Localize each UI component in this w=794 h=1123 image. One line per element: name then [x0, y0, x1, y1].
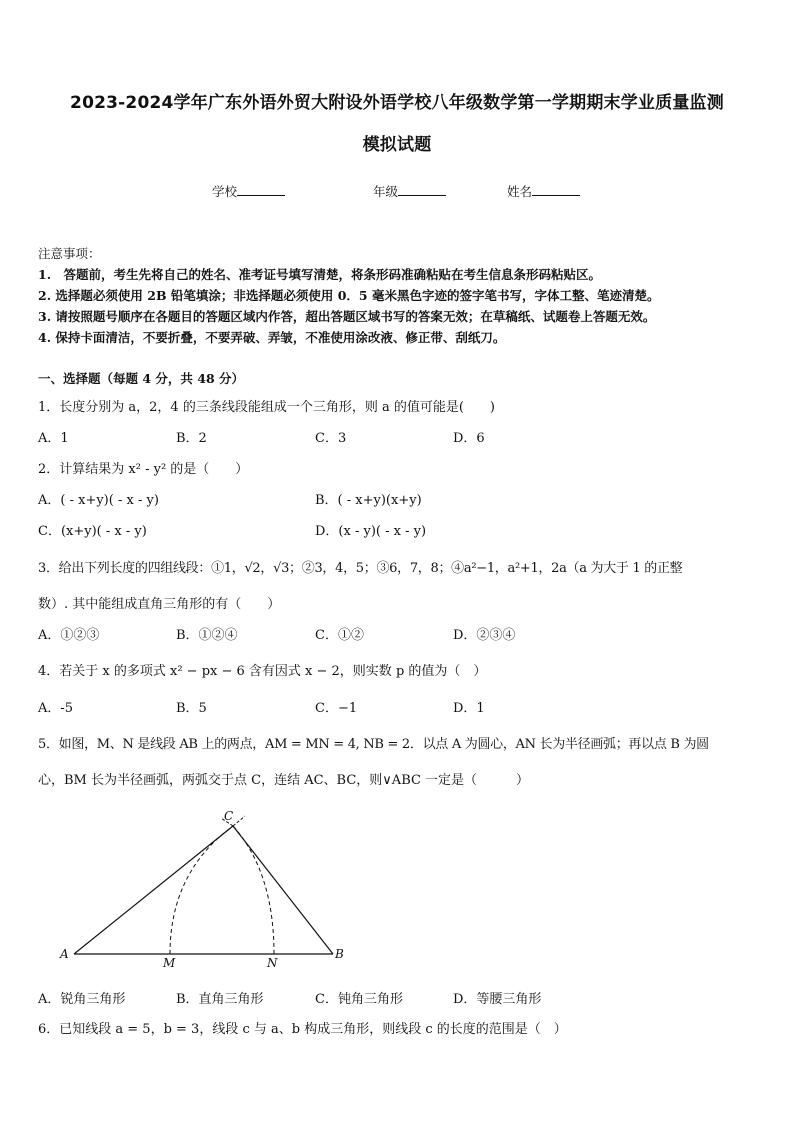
q3-option-d[interactable]: D．②③④ — [453, 628, 516, 643]
q3-option-a[interactable]: A．①②③ — [38, 628, 100, 643]
page-title-line2: 模拟试题 — [362, 135, 432, 155]
question-4-stem: 4．若关于 x 的多项式 x² − px − 6 含有因式 x − 2，则实数 p 的值为（ ） — [38, 664, 487, 679]
q5-option-b[interactable]: B．直角三角形 — [176, 992, 264, 1007]
notice-item-4: 4. 保持卡面清洁，不要折叠，不要弄破、弄皱，不准使用涂改液、修正带、刮纸刀。 — [38, 330, 506, 345]
q4-option-b[interactable]: B．5 — [176, 701, 207, 716]
question-3-stem-line2: 数）. 其中能组成直角三角形的有（ ） — [38, 597, 281, 612]
label-b: B — [335, 947, 344, 961]
arc-from-b — [233, 826, 274, 954]
q5-option-a[interactable]: A．锐角三角形 — [38, 992, 126, 1007]
question-3-stem-line1: 3．给出下列长度的四组线段：①1，√2，√3；②3，4，5；③6，7，8；④a²−1，a²+1，2a（a 为大于 1 的正整 — [38, 561, 683, 576]
q1-option-a[interactable]: A．1 — [38, 431, 69, 446]
q3-option-c[interactable]: C．①② — [315, 628, 364, 643]
triangle-figure — [55, 802, 355, 972]
q5-option-c[interactable]: C．钝角三角形 — [315, 992, 403, 1007]
notice-heading: 注意事项： — [38, 246, 101, 261]
question-1-stem: 1．长度分别为 a，2，4 的三条线段能组成一个三角形，则 a 的值可能是( ) — [38, 400, 495, 415]
notice-item-1: 1. 答题前，考生先将自己的姓名、准考证号填写清楚，将条形码准确粘贴在考生信息条形码粘贴区。 — [38, 267, 602, 282]
label-a: A — [60, 947, 69, 961]
q1-option-c[interactable]: C．3 — [315, 431, 347, 446]
question-6-stem: 6．已知线段 a = 5，b = 3，线段 c 与 a、b 构成三角形，则线段 c 的长度的范围是（ ） — [38, 1022, 567, 1037]
school-blank — [237, 185, 285, 196]
q2-option-d[interactable]: D．(x - y)( - x - y) — [315, 524, 427, 539]
q5-option-d[interactable]: D．等腰三角形 — [453, 992, 542, 1007]
q1-option-b[interactable]: B．2 — [176, 431, 207, 446]
label-n: N — [267, 956, 278, 970]
notice-item-2: 2. 选择题必须使用 2B 铅笔填涂；非选择题必须使用 0．5 毫米黑色字迹的签字笔书写，字体工整、笔迹清楚。 — [38, 288, 660, 303]
question-2-stem: 2．计算结果为 x² - y² 的是（ ） — [38, 462, 249, 477]
page-title-line1: 2023-2024学年广东外语外贸大附设外语学校八年级数学第一学期期末学业质量监测 — [70, 93, 724, 113]
q2-option-a[interactable]: A．( - x+y)( - x - y) — [38, 493, 159, 508]
q4-option-d[interactable]: D．1 — [453, 701, 485, 716]
q4-option-c[interactable]: C．−1 — [315, 701, 358, 716]
q2-option-b[interactable]: B．( - x+y)(x+y) — [315, 493, 422, 508]
grade-field[interactable] — [373, 182, 446, 200]
school-field[interactable] — [212, 182, 285, 200]
label-c: C — [224, 809, 234, 823]
arc-extension-right — [233, 816, 245, 826]
segment-bc — [233, 826, 333, 954]
question-5-stem-line1: 5．如图，M、N 是线段 AB 上的两点，AM = MN = 4, NB = 2．以点 A 为圆心，AN 长为半径画弧；再以点 B 为圆 — [38, 737, 709, 752]
q3-option-b[interactable]: B．①②④ — [176, 628, 238, 643]
name-blank — [532, 185, 580, 196]
grade-blank — [398, 185, 446, 196]
grade-label: 年级 — [373, 184, 399, 199]
label-m: M — [163, 956, 176, 970]
section-heading: 一、选择题（每题 4 分，共 48 分） — [38, 371, 245, 386]
segment-ac — [74, 826, 233, 954]
question-5-stem-line2: 心，BM 长为半径画弧，两弧交于点 C，连结 AC、BC，则∨ABC 一定是（ ） — [38, 773, 530, 788]
name-label: 姓名 — [507, 184, 533, 199]
q4-option-a[interactable]: A．-5 — [38, 701, 74, 716]
arc-from-a — [170, 826, 233, 954]
q2-option-c[interactable]: C．(x+y)( - x - y) — [38, 524, 147, 539]
name-field[interactable] — [507, 182, 580, 200]
q1-option-d[interactable]: D．6 — [453, 431, 485, 446]
school-label: 学校 — [212, 184, 238, 199]
notice-item-3: 3. 请按照题号顺序在各题目的答题区域内作答，超出答题区域书写的答案无效；在草稿纸、试题卷上答题无效。 — [38, 309, 656, 324]
